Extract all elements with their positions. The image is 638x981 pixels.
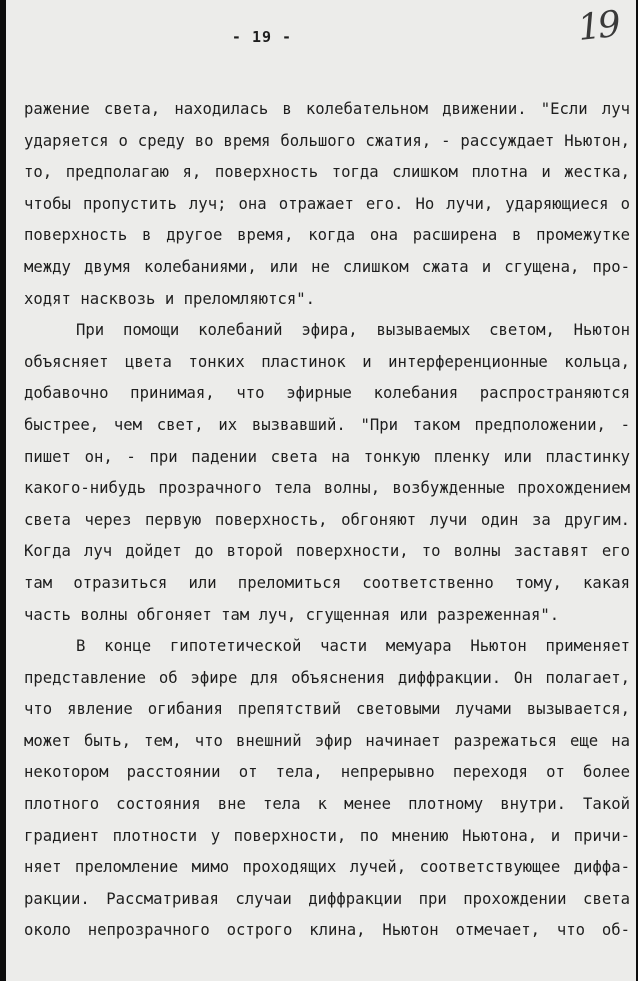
document-page: [6, 0, 636, 981]
text-line: какого-нибудь прозрачного тела волны, возбужденные прохождением: [24, 479, 630, 498]
text-line: При помощи колебаний эфира, вызываемых светом, Ньютон: [76, 321, 630, 340]
text-line: няет преломление мимо проходящих лучей, соответствующее диффа-: [24, 858, 630, 877]
text-line: поверхность в другое время, когда она расширена в промежутке: [24, 226, 630, 245]
text-line: света через первую поверхность, обгоняют лучи один за другим.: [24, 510, 630, 529]
body-text: [24, 94, 630, 947]
text-line: Когда луч дойдет до второй поверхности, то волны заставят его: [24, 542, 630, 561]
text-line: пишет он, - при падении света на тонкую пленку или пластинку: [24, 447, 630, 466]
text-line: между двумя колебаниями, или не слишком сжата и сгущена, про-: [24, 257, 630, 276]
text-line: ударяется о среду во время большого сжатия, - рассуждает Ньютон,: [24, 131, 630, 150]
text-line: ракции. Рассматривая случаи диффракции при прохождении света: [24, 889, 630, 908]
text-line: некотором расстоянии от тела, непрерывно переходя от более: [24, 763, 630, 782]
text-line: может быть, тем, что внешний эфир начинает разрежаться еще на: [24, 731, 630, 750]
text-line: представление об эфире для объяснения диффракции. Он полагает,: [24, 668, 630, 687]
text-line: что явление огибания препятствий световыми лучами вызывается,: [24, 700, 630, 719]
text-line: быстрее, чем свет, их вызвавший. "При таком предположении, -: [24, 415, 630, 434]
text-line: там отразиться или преломиться соответственно тому, какая: [24, 573, 630, 592]
text-line: часть волны обгоняет там луч, сгущенная или разреженная".: [24, 605, 560, 624]
text-line: В конце гипотетической части мемуара Ньютон применяет: [76, 637, 630, 656]
text-line: то, предполагаю я, поверхность тогда слишком плотна и жестка,: [24, 163, 630, 182]
text-line: плотного состояния вне тела к менее плотному внутри. Такой: [24, 795, 630, 814]
text-line: около непрозрачного острого клина, Ньютон отмечает, что об-: [24, 921, 630, 940]
text-line: объясняет цвета тонких пластинок и интерференционные кольца,: [24, 352, 630, 371]
handwritten-page-number: 19: [575, 4, 620, 49]
page-number: - 19 -: [231, 28, 293, 46]
text-line: добавочно принимая, что эфирные колебания распространяются: [24, 384, 630, 403]
text-line: ражение света, находилась в колебательном движении. "Если луч: [24, 100, 630, 118]
text-line: чтобы пропустить луч; она отражает его. Но лучи, ударяющиеся о: [24, 194, 630, 213]
text-line: ходят насквозь и преломляются".: [24, 289, 316, 308]
text-line: градиент плотности у поверхности, по мнению Ньютона, и причи-: [24, 826, 630, 845]
